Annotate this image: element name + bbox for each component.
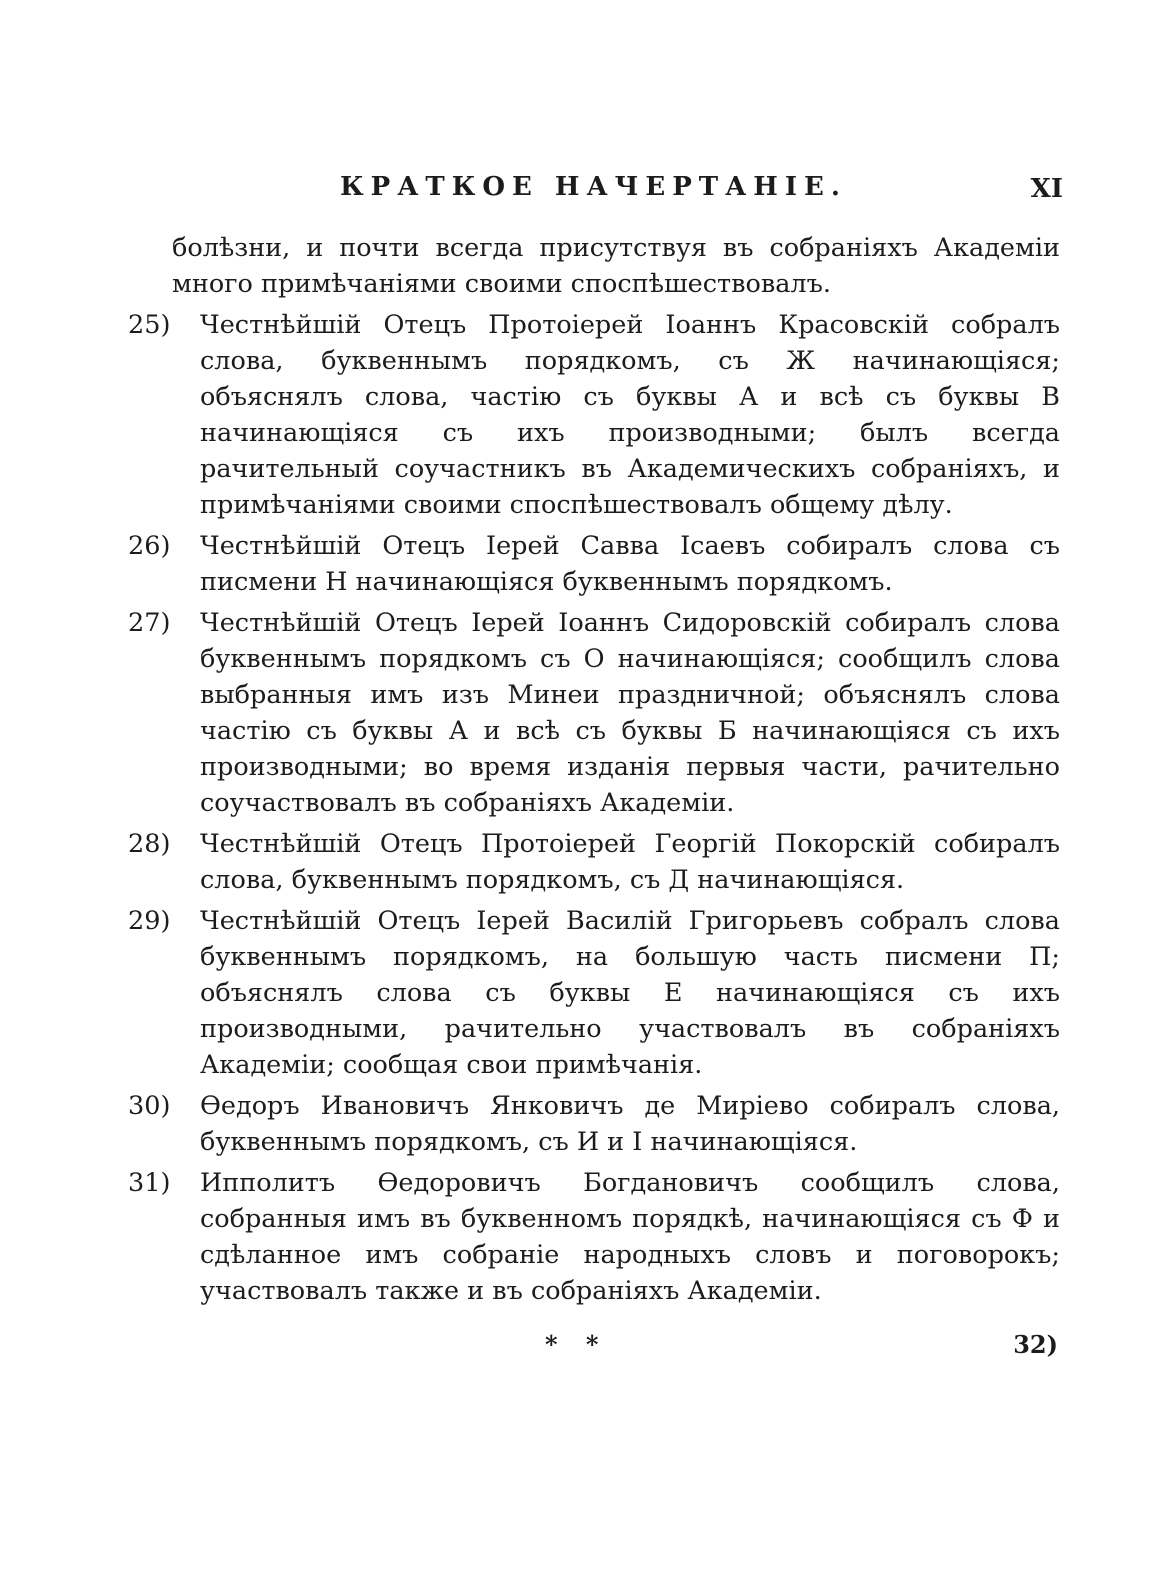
body-text: [128, 230, 1060, 1314]
page-footer: [0, 1330, 1163, 1370]
list-item: [128, 528, 1060, 600]
entry-text: Ѳедоръ Ивановичъ Янковичъ де Миріево собиралъ слова, буквеннымъ порядкомъ, съ И и І начинающіяся.: [200, 1091, 1060, 1157]
entry-text: Честнѣйшій Отецъ Протоіерей Іоаннъ Красовскій собралъ слова, буквеннымъ порядкомъ, съ Ж начинающіяся; объяснялъ слова, частію съ буквы А и всѣ съ буквы В начинающіяся съ ихъ производными; былъ всегда рачительный соучастникъ въ Академическихъ собраніяхъ, и примѣчаніями своими споспѣшествовалъ общему дѣлу.: [200, 310, 1060, 520]
catchword: 32): [1013, 1330, 1058, 1359]
entry-number: 27): [128, 608, 171, 638]
list-item: [128, 826, 1060, 898]
page-number: XI: [1030, 174, 1063, 204]
signature-mark: * *: [545, 1330, 609, 1359]
entry-number: 25): [128, 310, 171, 340]
list-item: [128, 903, 1060, 1083]
entry-number: 29): [128, 906, 171, 936]
entry-text: Ипполитъ Ѳедоровичъ Богдановичъ сообщилъ слова, собранныя имъ въ буквенномъ порядкѣ, начинающіяся съ Ф и сдѣланное имъ собраніе народныхъ словъ и поговорокъ; участвовалъ также и въ собраніяхъ Академіи.: [200, 1168, 1060, 1306]
running-head: КРАТКОЕ НАЧЕРТАНІЕ.: [340, 172, 847, 202]
list-item: [128, 605, 1060, 821]
entry-number: 30): [128, 1091, 171, 1121]
list-item: [128, 307, 1060, 523]
continuation-paragraph: болѣзни, и почти всегда присутствуя въ собраніяхъ Академіи много примѣчаніями своими споспѣшествовалъ.: [172, 233, 1060, 299]
entry-text: Честнѣйшій Отецъ Протоіерей Георгій Покорскій собиралъ слова, буквеннымъ порядкомъ, съ Д начинающіяся.: [200, 829, 1060, 895]
list-item: [128, 1088, 1060, 1160]
entry-text: Честнѣйшій Отецъ Іерей Савва Ісаевъ собиралъ слова съ писмени Н начинающіяся буквеннымъ порядкомъ.: [200, 531, 1060, 597]
entry-number: 28): [128, 829, 171, 859]
entry-number: 31): [128, 1168, 171, 1198]
entry-text: Честнѣйшій Отецъ Іерей Іоаннъ Сидоровскій собиралъ слова буквеннымъ порядкомъ съ О начинающіяся; сообщилъ слова выбранныя имъ изъ Минеи праздничной; объяснялъ слова частію съ буквы А и всѣ съ буквы Б начинающіяся съ ихъ производными; во время изданія первыя части, рачительно соучаствовалъ въ собраніяхъ Академіи.: [200, 608, 1060, 818]
entry-text: Честнѣйшій Отецъ Іерей Василій Григорьевъ собралъ слова буквеннымъ порядкомъ, на большую часть писмени П; объяснялъ слова съ буквы Е начинающіяся съ ихъ производными, рачительно участвовалъ въ собраніяхъ Академіи; сообщая свои примѣчанія.: [200, 906, 1060, 1080]
entry-number: 26): [128, 531, 171, 561]
list-item: [128, 1165, 1060, 1309]
